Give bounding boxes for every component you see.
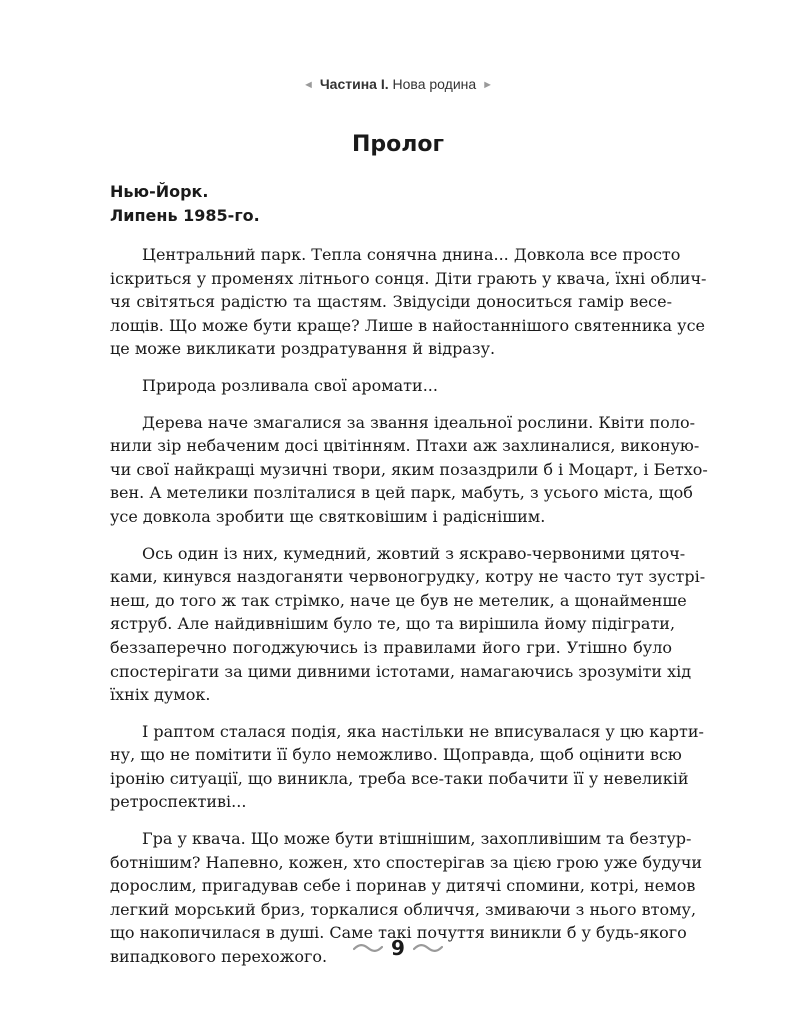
left-swash-icon xyxy=(353,943,383,953)
text-line: усе довкола зробити ще святковішим і радіснішим. xyxy=(110,506,546,526)
part-label: Частина І. xyxy=(319,76,389,92)
text-line: спостерігати за цими дивними істотами, намагаючись зрозуміти хід xyxy=(110,661,692,681)
text-line: чи свої найкращі музичні твори, яким позаздрили б і Моцарт, і Бетхо- xyxy=(110,459,708,479)
text-line: Центральний парк. Тепла сонячна днина... Довкола все просто xyxy=(142,245,681,264)
section-label: Нова родина xyxy=(392,76,477,92)
text-line: неш, до того ж так стрімко, наче це був не метелик, а щонайменше xyxy=(110,590,687,610)
text-line: це може викликати роздратування й відразу. xyxy=(110,339,496,359)
paragraph xyxy=(110,411,708,529)
paragraph xyxy=(110,374,672,398)
text-line: чя світяться радістю та щастям. Звідусіди доноситься гамір весе- xyxy=(110,292,672,312)
text-line: Дерева наче змагалися за звання ідеальної рослини. Квіти поло- xyxy=(142,412,696,432)
page-number: 9 xyxy=(391,936,405,960)
body-text xyxy=(110,243,708,982)
text-line: ботнішим? Напевно, кожен, хто спостерігав за цією грою уже будучи xyxy=(110,852,703,872)
text-line: що накопичилася в душі. Саме такі почуття виникли б у будь-якого xyxy=(110,923,687,943)
text-line: Природа розливала свої аромати... xyxy=(142,375,438,395)
paragraph xyxy=(110,243,707,361)
text-line: їхніх думок. xyxy=(110,685,211,705)
text-line: ну, що не помітити її було неможливо. Щоправда, щоб оцінити всю xyxy=(110,745,682,765)
dateline xyxy=(110,180,260,228)
text-line: І раптом сталася подія, яка настільки не вписувалася у цю карти- xyxy=(142,721,704,741)
right-swash-icon xyxy=(413,943,443,953)
dateline-date: Липень 1985-го. xyxy=(110,206,260,225)
text-line: Ось один із них, кумедний, жовтий з яскраво-червоними цяточ- xyxy=(142,543,686,563)
text-line: легкий морський бриз, торкалися обличчя, змиваючи з нього втому, xyxy=(110,899,697,919)
paragraph xyxy=(110,720,704,814)
text-line: іронію ситуації, що виникла, треба все-таки побачити її у невеликій xyxy=(110,768,689,788)
paragraph xyxy=(110,542,706,707)
right-ornament-icon: ► xyxy=(482,79,494,91)
text-line: вен. А метелики позліталися в цей парк, мабуть, з усього міста, щоб xyxy=(110,483,693,503)
text-line: Гра у квача. Що може бути втішнішим, захопливішим та безтур- xyxy=(142,829,692,849)
text-line: ретроспективі... xyxy=(110,792,247,812)
text-line: беззаперечно погоджуючись із правилами його гри. Утішно було xyxy=(110,637,672,657)
dateline-place: Нью-Йорк. xyxy=(110,182,209,201)
running-header xyxy=(0,76,796,92)
text-line: яструб. Але найдивнішим було те, що та вирішила йому підіграти, xyxy=(110,614,676,634)
text-line: дорослим, пригадував себе і поринав у дитячі спомини, котрі, немов xyxy=(110,876,696,896)
text-line: випадкового перехожого. xyxy=(110,947,328,967)
text-line: ками, кинувся наздоганяти червоногрудку, котру не часто тут зустрі- xyxy=(110,567,706,587)
text-line: нили зір небаченим досі цвітінням. Птахи аж захлиналися, виконую- xyxy=(110,436,700,456)
text-line: лощів. Що може бути краще? Лише в найостаннішого святенника усе xyxy=(110,315,706,335)
text-line: іскриться у променях літнього сонця. Діти грають у квача, їхні облич- xyxy=(110,268,707,288)
page-folio xyxy=(0,936,796,960)
chapter-title: Пролог xyxy=(352,132,444,157)
left-ornament-icon: ◄ xyxy=(302,79,314,91)
